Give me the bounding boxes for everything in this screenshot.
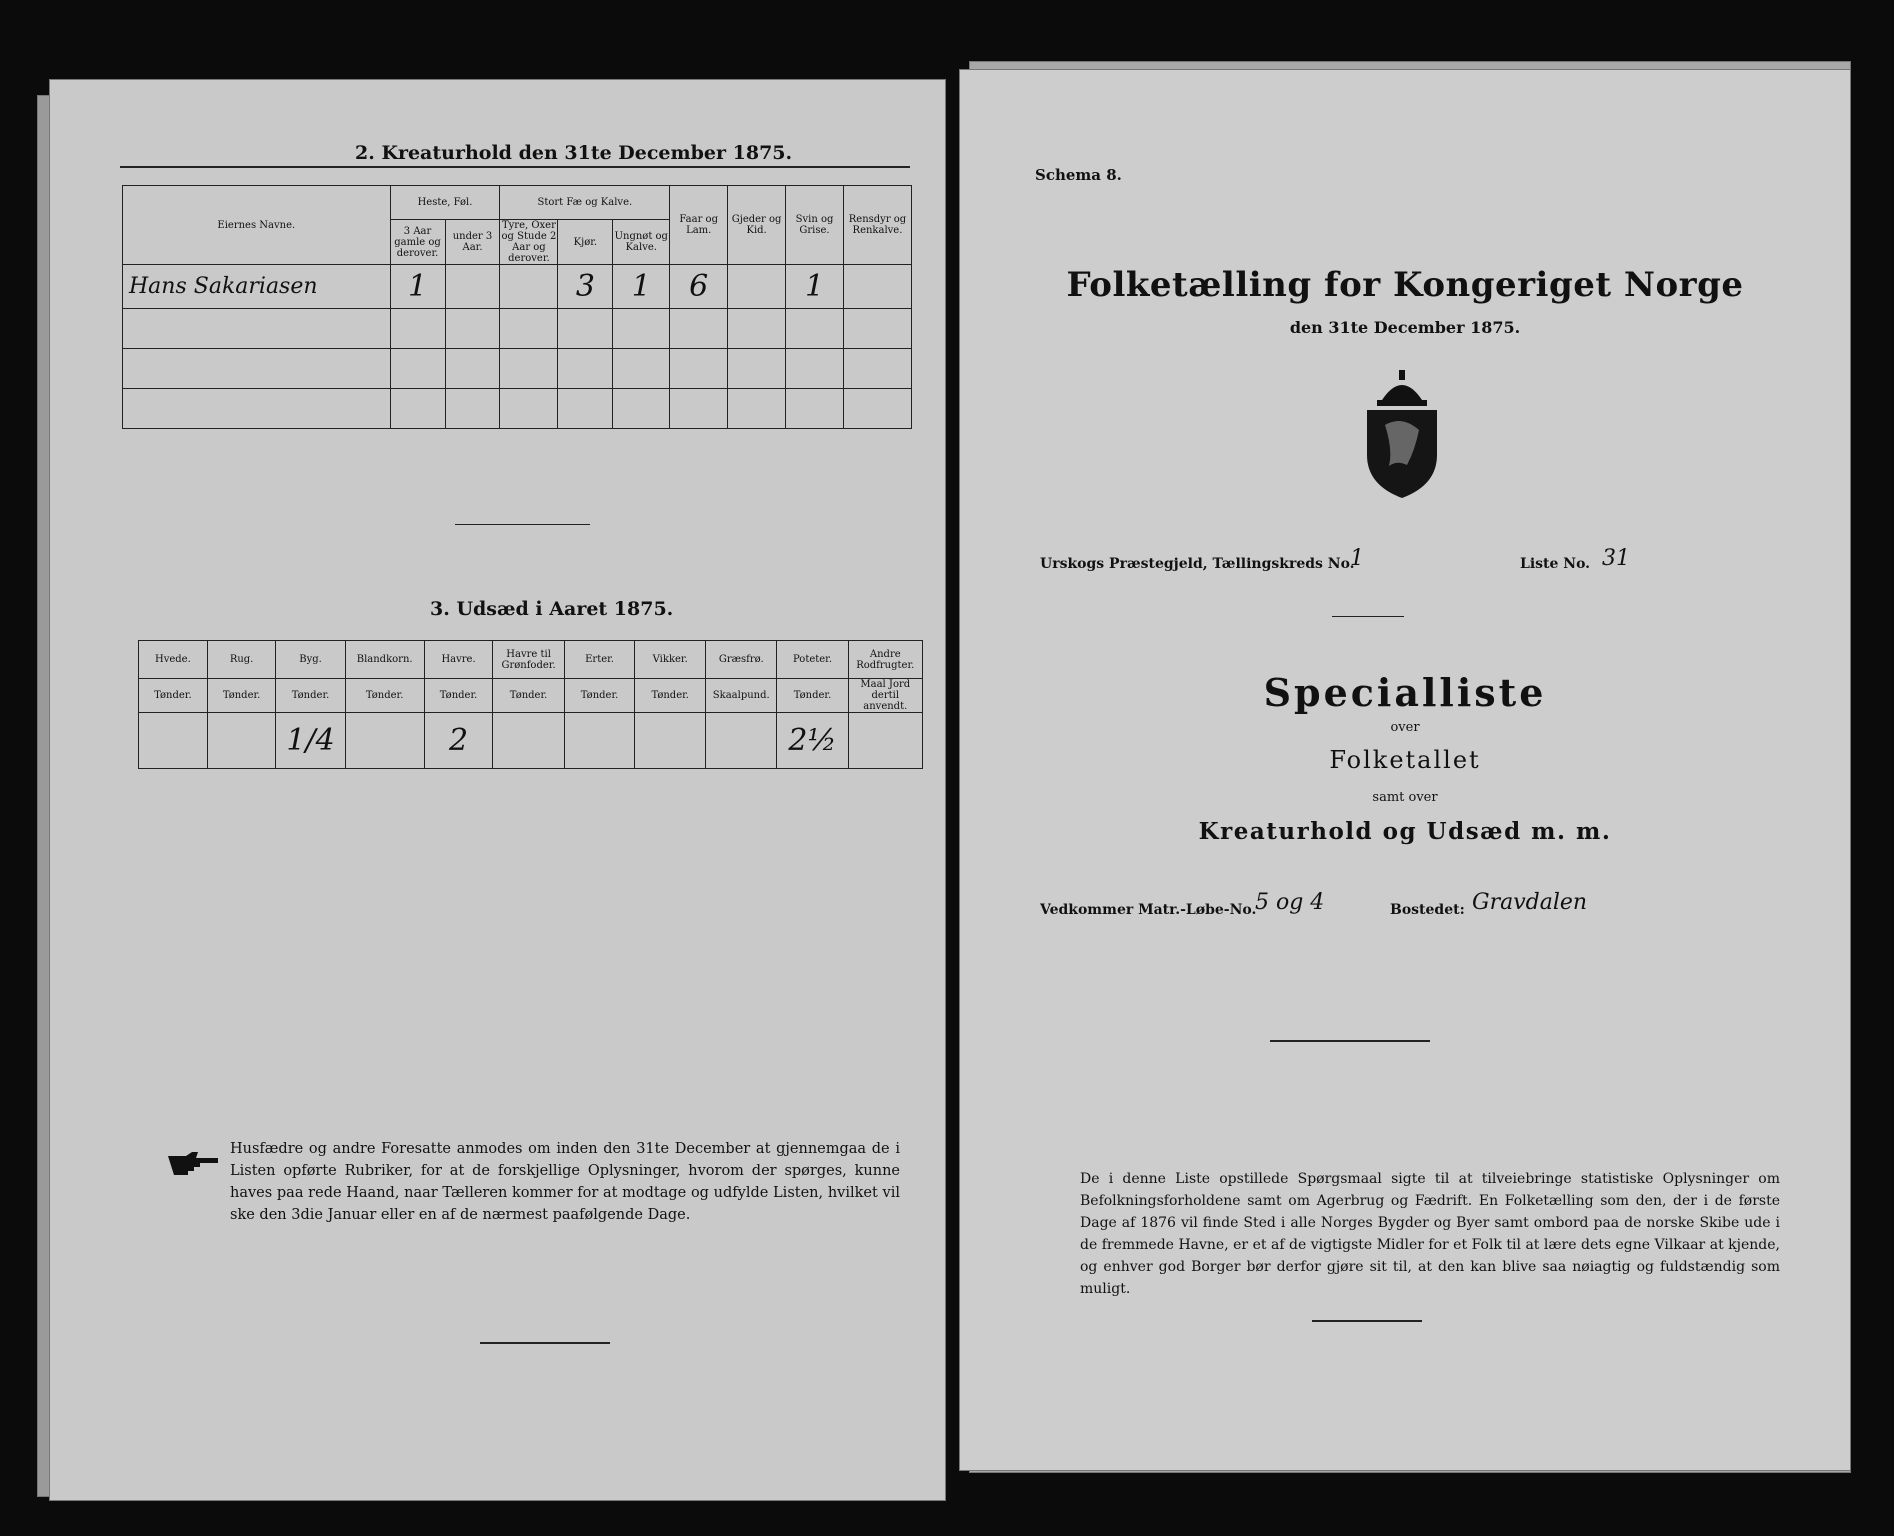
graesfro-header: Græsfrø. — [706, 641, 777, 679]
svin-header: Svin og Grise. — [786, 186, 844, 265]
table-cell — [848, 713, 922, 769]
rodfrugter-header: Andre Rodfrugter. — [848, 641, 922, 679]
liste-number: 31 — [1602, 546, 1630, 571]
unit-cell: Maal Jord dertil anvendt. — [848, 679, 922, 713]
unit-cell: Skaalpund. — [706, 679, 777, 713]
blandkorn-header: Blandkorn. — [345, 641, 424, 679]
tyre-header: Tyre, Oxer og Stude 2 Aar og derover. — [501, 220, 557, 264]
poteter-header: Poteter. — [777, 641, 848, 679]
table-cell — [706, 713, 777, 769]
divider — [455, 524, 590, 525]
table-cell — [493, 713, 564, 769]
table-cell — [500, 265, 558, 309]
specialliste-title: Specialliste — [1263, 670, 1547, 715]
owner-name-cell: Hans Sakariasen — [123, 265, 391, 309]
table-cell: 3 — [558, 265, 613, 309]
table-row — [123, 309, 912, 349]
main-title: Folketælling for Kongeriget Norge — [1066, 265, 1744, 305]
intro-paragraph: De i denne Liste opstillede Spørgsmaal sigte til at tilveiebringe statistiske Oplysninger om Befolkningsforholdene samt om Agerbrug og Fædrift. En Folketælling som den, der i de første Dage af 1876 vil finde Sted i alle Norges Bygder og Byer samt ombord paa de norske Skibe ude i de fremmede Havne, er et af de vigtigste Midler for et Folk til at lære dets egne Vilkaar at kjende, og enhver god Borger bør derfor gjøre sit til, at den kan blive saa nøiagtig og fuldstændig som muligt. — [1080, 1171, 1780, 1297]
table-cell: 6 — [670, 265, 728, 309]
kreds-number: 1 — [1350, 546, 1364, 571]
livestock-table — [122, 185, 912, 429]
section-2-title: 2. Kreaturhold den 31te December 1875. — [355, 142, 793, 164]
title-underline — [120, 166, 910, 168]
table-cell — [445, 265, 500, 309]
left-page — [50, 80, 945, 1500]
table-cell: 1 — [613, 265, 670, 309]
faar-header: Faar og Lam. — [670, 186, 728, 265]
table-row — [139, 713, 923, 769]
unit-cell: Tønder. — [276, 679, 345, 713]
divider — [1270, 1040, 1430, 1042]
bosted-value: Gravdalen — [1472, 890, 1588, 915]
bottom-divider — [480, 1342, 610, 1344]
liste-label: Liste No. — [1520, 556, 1591, 572]
section-3-title: 3. Udsæd i Aaret 1875. — [430, 598, 674, 620]
table-cell — [139, 713, 208, 769]
unit-cell: Tønder. — [345, 679, 424, 713]
table-cell: 1 — [390, 265, 445, 309]
over-label: over — [1390, 720, 1420, 735]
unit-cell: Tønder. — [424, 679, 493, 713]
table-cell — [843, 265, 911, 309]
table-cell: 1 — [786, 265, 844, 309]
pointing-hand-icon — [166, 1150, 222, 1180]
byg-header: Byg. — [276, 641, 345, 679]
notice-text: Husfædre og andre Foresatte anmodes om inden den 31te December at gjennemgaa de i Listen opførte Rubriker, for at de forskjellige Oplysninger, hvorom der spørges, kunne haves paa rede Haand, naar Tælleren kommer for at modtage og udfylde Listen, hvilket vil ske den 3die Januar eller en af de nærmest paafølgende Dage. — [230, 1141, 900, 1223]
ungnot-header: Ungnøt og Kalve. — [613, 220, 670, 265]
heste-header: Heste, Føl. — [390, 186, 500, 220]
right-page — [960, 70, 1850, 1470]
table-cell: 2 — [424, 713, 493, 769]
havre-gronfoder-header: Havre til Grønfoder. — [493, 641, 564, 679]
table-cell — [564, 713, 635, 769]
rug-header: Rug. — [207, 641, 276, 679]
bosted-label: Bostedet: — [1390, 902, 1465, 918]
heste-3aar-header: 3 Aar gamle og derover. — [390, 220, 445, 265]
schema-label: Schema 8. — [1035, 166, 1122, 184]
divider — [1332, 616, 1404, 617]
table-cell — [345, 713, 424, 769]
matr-label: Vedkommer Matr.-Løbe-No. — [1040, 902, 1257, 918]
folketallet-title: Folketallet — [1329, 746, 1481, 774]
owner-header: Eiernes Navne. — [123, 186, 391, 265]
table-cell: 1/4 — [276, 713, 345, 769]
unit-cell: Tønder. — [493, 679, 564, 713]
table-cell: 2½ — [777, 713, 848, 769]
table-row — [123, 389, 912, 429]
unit-cell: Tønder. — [207, 679, 276, 713]
table-cell — [635, 713, 706, 769]
prestegjeld-label: Urskogs Præstegjeld, Tællingskreds No. — [1040, 556, 1355, 572]
heste-under-header: under 3 Aar. — [445, 220, 500, 265]
table-row — [123, 265, 912, 309]
title-date: den 31te December 1875. — [1289, 318, 1521, 337]
havre-header: Havre. — [424, 641, 493, 679]
gjeder-header: Gjeder og Kid. — [728, 186, 786, 265]
rensdyr-header: Rensdyr og Renkalve. — [843, 186, 911, 265]
unit-cell: Tønder. — [139, 679, 208, 713]
table-cell — [728, 265, 786, 309]
kreaturhold-title: Kreaturhold og Udsæd m. m. — [1198, 818, 1612, 845]
vikker-header: Vikker. — [635, 641, 706, 679]
stort-header: Stort Fæ og Kalve. — [500, 186, 670, 220]
table-row — [123, 349, 912, 389]
matr-value: 5 og 4 — [1255, 890, 1325, 915]
seed-table — [138, 640, 923, 769]
bottom-divider — [1312, 1320, 1422, 1322]
unit-cell: Tønder. — [635, 679, 706, 713]
table-cell — [207, 713, 276, 769]
kjor-header: Kjør. — [558, 220, 613, 265]
hvede-header: Hvede. — [139, 641, 208, 679]
coat-of-arms-icon — [1357, 370, 1447, 500]
unit-cell: Tønder. — [777, 679, 848, 713]
samt-over-label: samt over — [1372, 790, 1438, 805]
erter-header: Erter. — [564, 641, 635, 679]
unit-cell: Tønder. — [564, 679, 635, 713]
